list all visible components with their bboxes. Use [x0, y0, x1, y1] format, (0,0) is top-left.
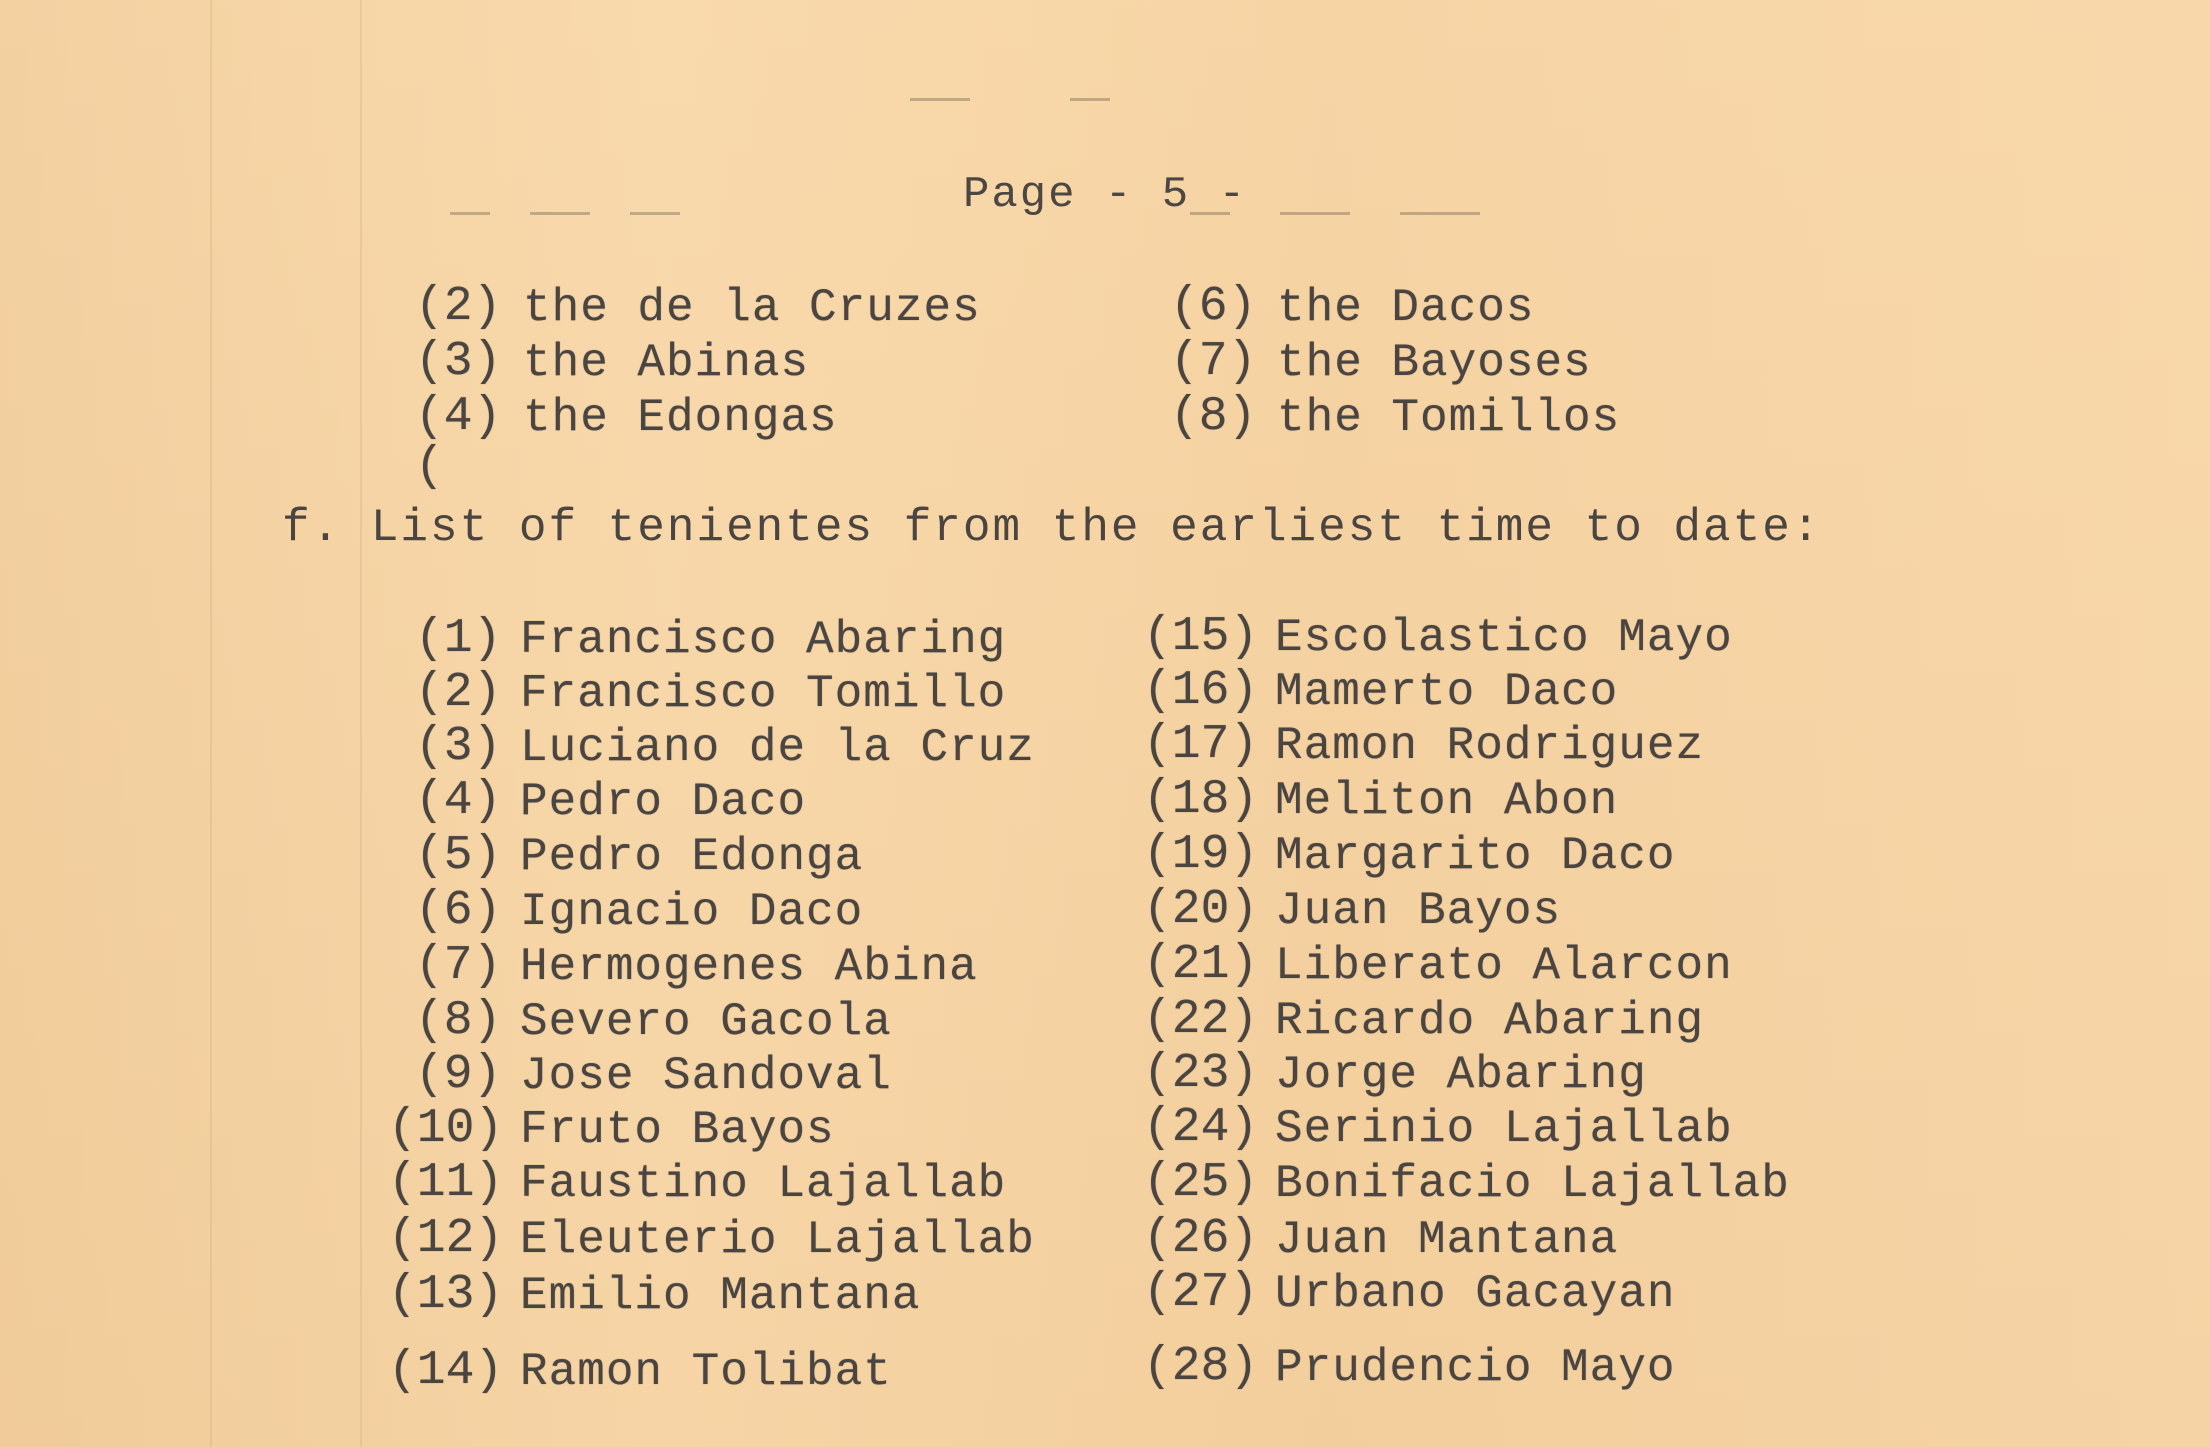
teniente-number: (22)	[1143, 993, 1259, 1047]
teniente-number: (3)	[415, 720, 502, 774]
teniente-name: Ramon Tolibat	[520, 1346, 892, 1398]
family-number: (8)	[1170, 390, 1257, 444]
teniente-number: (2)	[415, 666, 502, 720]
top-dash-mark	[1070, 98, 1110, 101]
teniente-number: (10)	[388, 1102, 504, 1156]
teniente-name: Ramon Rodriguez	[1275, 720, 1705, 772]
family-number: (7)	[1170, 335, 1257, 389]
teniente-name: Ricardo Abaring	[1275, 995, 1705, 1047]
teniente-name: Serinio Lajallab	[1275, 1103, 1733, 1155]
teniente-name: Francisco Abaring	[520, 614, 1007, 666]
teniente-name: Juan Mantana	[1275, 1214, 1619, 1266]
teniente-name: Ignacio Daco	[520, 886, 864, 938]
teniente-number: (15)	[1143, 610, 1259, 664]
teniente-number: (23)	[1143, 1047, 1259, 1101]
family-name: the Tomillos	[1277, 392, 1621, 444]
teniente-number: (28)	[1143, 1340, 1259, 1394]
teniente-number: (24)	[1143, 1101, 1259, 1155]
teniente-number: (1)	[415, 612, 502, 666]
family-name: the Abinas	[523, 337, 810, 389]
teniente-name: Mamerto Daco	[1275, 666, 1619, 718]
teniente-number: (16)	[1143, 664, 1259, 718]
teniente-name: Jorge Abaring	[1275, 1049, 1647, 1101]
teniente-number: (5)	[415, 829, 502, 883]
teniente-name: Prudencio Mayo	[1275, 1342, 1676, 1394]
teniente-name: Severo Gacola	[520, 996, 892, 1048]
family-name: the Bayoses	[1277, 337, 1592, 389]
family-number: (2)	[415, 280, 502, 334]
teniente-name: Faustino Lajallab	[520, 1158, 1007, 1210]
top-dash-mark	[910, 98, 970, 101]
family-number: (4)	[415, 390, 502, 444]
page-number-header: Page - 5 -	[962, 170, 1248, 220]
teniente-name: Hermogenes Abina	[520, 941, 978, 993]
teniente-number: (7)	[415, 939, 502, 993]
teniente-number: (18)	[1143, 773, 1259, 827]
teniente-number: (9)	[415, 1048, 502, 1102]
teniente-name: Juan Bayos	[1275, 885, 1562, 937]
teniente-number: (8)	[415, 994, 502, 1048]
family-name: the Edongas	[523, 392, 838, 444]
teniente-number: (25)	[1143, 1156, 1259, 1210]
teniente-name: Liberato Alarcon	[1275, 940, 1733, 992]
family-number: (6)	[1170, 280, 1257, 334]
teniente-name: Urbano Gacayan	[1275, 1268, 1676, 1320]
teniente-number: (17)	[1143, 718, 1259, 772]
family-name: the de la Cruzes	[523, 282, 981, 334]
teniente-number: (26)	[1143, 1212, 1259, 1266]
teniente-name: Luciano de la Cruz	[520, 722, 1035, 774]
section-f-heading: f. List of tenientes from the earliest time to date:	[282, 502, 1822, 554]
stray-parenthesis-mark: (	[415, 440, 444, 494]
teniente-name: Pedro Daco	[520, 776, 807, 828]
family-name: the Dacos	[1277, 282, 1535, 334]
family-number: (3)	[415, 335, 502, 389]
teniente-name: Francisco Tomillo	[520, 668, 1007, 720]
teniente-number: (27)	[1143, 1266, 1259, 1320]
teniente-name: Eleuterio Lajallab	[520, 1214, 1035, 1266]
teniente-name: Bonifacio Lajallab	[1275, 1158, 1790, 1210]
teniente-name: Escolastico Mayo	[1275, 612, 1733, 664]
teniente-number: (12)	[388, 1212, 504, 1266]
teniente-name: Pedro Edonga	[520, 831, 864, 883]
teniente-number: (19)	[1143, 828, 1259, 882]
teniente-number: (21)	[1143, 938, 1259, 992]
teniente-number: (6)	[415, 884, 502, 938]
teniente-number: (14)	[388, 1344, 504, 1398]
teniente-number: (13)	[388, 1268, 504, 1322]
teniente-number: (20)	[1143, 883, 1259, 937]
teniente-name: Jose Sandoval	[520, 1050, 892, 1102]
teniente-number: (11)	[388, 1156, 504, 1210]
teniente-name: Meliton Abon	[1275, 775, 1619, 827]
teniente-number: (4)	[415, 774, 502, 828]
teniente-name: Margarito Daco	[1275, 830, 1676, 882]
teniente-name: Emilio Mantana	[520, 1270, 921, 1322]
teniente-name: Fruto Bayos	[520, 1104, 835, 1156]
